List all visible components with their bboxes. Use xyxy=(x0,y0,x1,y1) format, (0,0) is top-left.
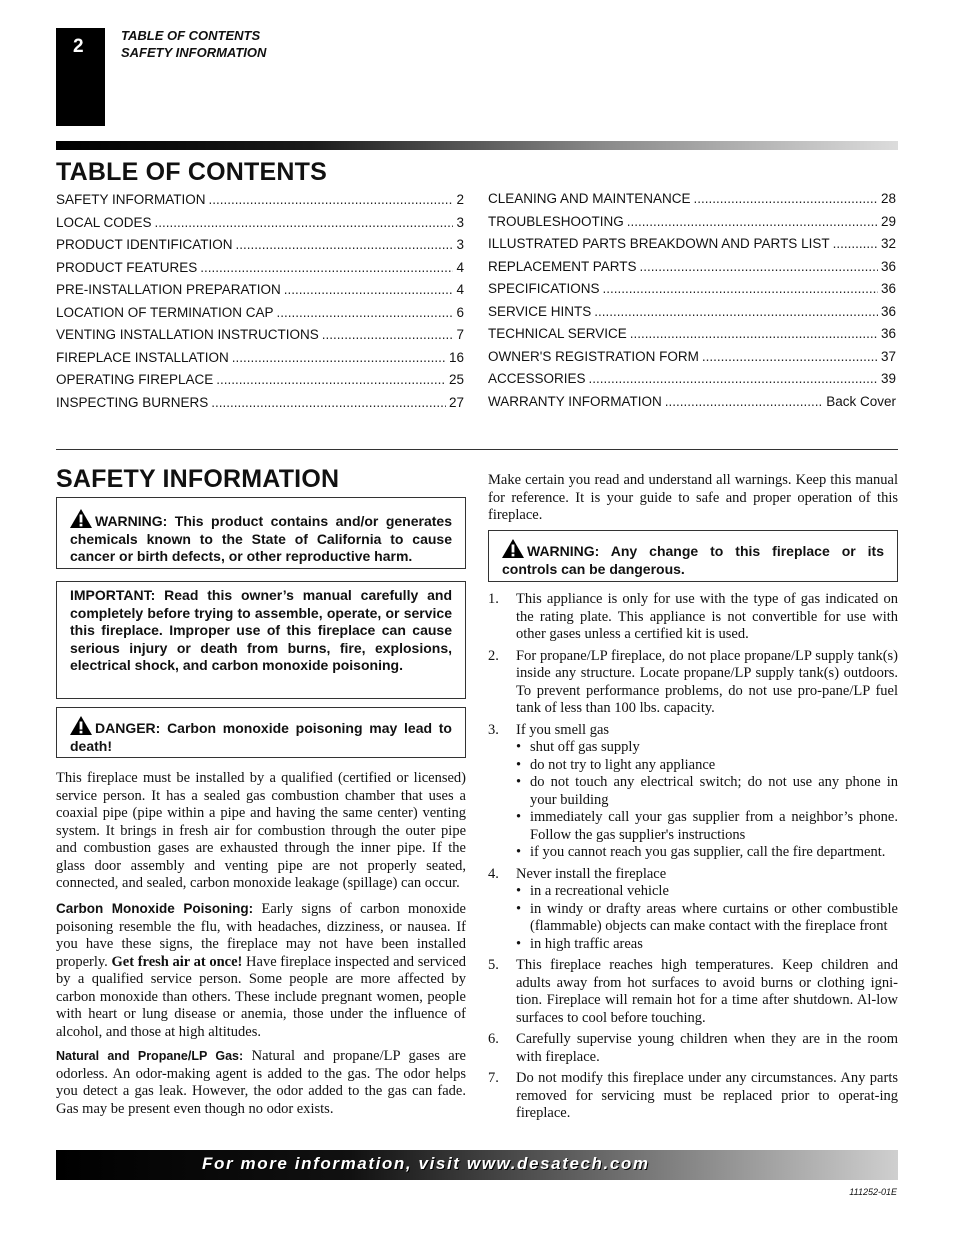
page-number-tab xyxy=(56,28,105,126)
toc-entry-label: ACCESSORIES xyxy=(488,371,586,386)
important-box xyxy=(56,581,466,699)
toc-entry xyxy=(56,192,464,215)
bullet-item: • if you cannot reach you gas supplier, call the fire department. xyxy=(516,844,898,862)
header-gradient-bar xyxy=(56,141,898,150)
toc-entry xyxy=(56,215,464,238)
co-poisoning-paragraph xyxy=(56,901,466,1041)
warning-box-modification-text: WARNING: Any change to this fireplace or its controls can be dangerous. xyxy=(502,543,884,577)
toc-entry xyxy=(56,237,464,260)
toc-entry-page: 4 xyxy=(456,259,464,275)
toc-entry-label: CLEANING AND MAINTENANCE xyxy=(488,191,691,206)
toc-leader-dots xyxy=(284,282,454,297)
list-item: 5. This fireplace reaches high temperatures. Keep children and adults away from hot surfaces to avoid burns or clothing igni-tion. Fireplace will remain hot for a time after shutdown. Al-low surfaces to cool before touching. xyxy=(488,957,898,1026)
toc-leader-dots xyxy=(209,192,454,207)
smell-gas-bullets xyxy=(516,739,898,862)
footer-website-text: For more information, visit www.desatech.com xyxy=(202,1154,650,1173)
toc-entry xyxy=(488,371,896,394)
list-item: 4. Never install the fireplace • in a recreational vehicle • in windy or drafty areas where curtains or other combustible (flammable) objects can make contact with the fireplace front • in high traffic areas xyxy=(488,866,898,954)
toc-leader-dots xyxy=(200,260,453,275)
running-header-line1: TABLE OF CONTENTS xyxy=(121,28,261,43)
toc-entry-page: 37 xyxy=(880,348,896,364)
toc-entry-page: 3 xyxy=(456,214,464,230)
toc-leader-dots xyxy=(665,394,823,409)
danger-triangle-icon xyxy=(70,716,92,735)
warning-triangle-icon xyxy=(70,509,92,528)
toc-entry-label: PRE-INSTALLATION PREPARATION xyxy=(56,282,281,297)
toc-leader-dots xyxy=(594,304,878,319)
toc-entry-page: 29 xyxy=(880,213,896,229)
toc-entry xyxy=(488,394,896,417)
toc-entry-page: 6 xyxy=(456,304,464,320)
toc-entry-page: 36 xyxy=(880,303,896,319)
intro-paragraph: This fireplace must be installed by a qualified (certified or licensed) service person. It has a sealed gas combustion chamber that uses a coaxial pipe (pipe within a pipe and having the same center) venting system. It brings in fresh air for combustion through the outer pipe and combustion gases are exhausted through the inner pipe. If the glass door assembly and venting pipe are not properly seated, connected, and sealed, carbon monoxide leakage (spillage) can occur. xyxy=(56,770,466,891)
list-item: 6. Carefully supervise young children when they are in the room with fireplace. xyxy=(488,1031,898,1065)
toc-leader-dots xyxy=(155,215,454,230)
list-item: 2. For propane/LP fireplace, do not place propane/LP supply tank(s) inside any structure. Locate propane/LP supply tank(s) outdoors. To prevent performance problems, do not use pro-pane/LP fuel tank of less than 100 lbs. capacity. xyxy=(488,647,898,716)
toc-entry-page: 32 xyxy=(880,236,896,251)
warning-triangle-icon xyxy=(502,539,524,558)
document-code: 111252-01E xyxy=(849,1187,897,1197)
toc-entry xyxy=(56,350,464,373)
never-install-bullets xyxy=(516,883,898,953)
gas-paragraph xyxy=(56,1048,466,1118)
toc-entry-page: 25 xyxy=(448,372,464,387)
toc-leader-dots xyxy=(833,236,878,251)
footer-bar xyxy=(56,1150,898,1180)
co-poisoning-text-a: Early signs of carbon monoxide poisoning resemble the flu, with headaches, dizziness, or nausea. If you have these signs, the fireplace may not have been installed properly. xyxy=(56,901,466,970)
toc-entry-label: TECHNICAL SERVICE xyxy=(488,326,627,341)
toc-entry-label: ILLUSTRATED PARTS BREAKDOWN AND PARTS LIST xyxy=(488,236,830,251)
safety-title: SAFETY INFORMATION xyxy=(56,465,340,493)
toc-leader-dots xyxy=(232,350,446,365)
danger-box-text: DANGER: Carbon monoxide poisoning may lead to death! xyxy=(70,720,452,754)
list-item: 3. If you smell gas • shut off gas supply • do not try to light any appliance • do not touch any electrical switch; do not use any phone in your building • immediately call your gas supplier from a neighbor’s phone. Follow the gas supplier's instructions • if you cannot reach you gas supplier, call the fire department. xyxy=(488,722,898,862)
toc-leader-dots xyxy=(211,395,446,410)
toc-entry-page: 39 xyxy=(880,371,896,386)
toc-right-column xyxy=(488,191,896,416)
toc-entry-page: 28 xyxy=(880,191,896,206)
safety-numbered-list xyxy=(488,591,898,1127)
toc-entry-page: 2 xyxy=(456,192,464,207)
toc-entry-label: PRODUCT FEATURES xyxy=(56,259,198,275)
bullet-item: • do not touch any electrical switch; do not use any phone in your building xyxy=(516,774,898,809)
list-item: 7. Do not modify this fireplace under any circumstances. Any parts removed for servicing must be replaced prior to operat-ing fireplace. xyxy=(488,1070,898,1121)
toc-entry-label: OPERATING FIREPLACE xyxy=(56,372,214,387)
toc-entry-label: OWNER'S REGISTRATION FORM xyxy=(488,348,699,364)
toc-entry xyxy=(488,259,896,282)
toc-entry xyxy=(56,372,464,395)
read-warnings-paragraph: Make certain you read and understand all warnings. Keep this manual for reference. It is your guide to safe and proper operation of this fireplace. xyxy=(488,472,898,523)
gas-text: Natural and propane/LP gases are odorless. An odor-making agent is added to the gas. The odor helps you detect a gas leak. However, the odor added to the gas can fade. Gas may be present even though no odor exists. xyxy=(56,1048,466,1117)
toc-entry xyxy=(56,260,464,283)
toc-entry-label: SAFETY INFORMATION xyxy=(56,192,206,207)
toc-entry-page: 36 xyxy=(880,326,896,341)
running-header-line2: SAFETY INFORMATION xyxy=(121,45,267,60)
toc-entry-label: INSPECTING BURNERS xyxy=(56,394,209,410)
co-poisoning-emphasis: Get fresh air at once! xyxy=(111,953,243,970)
toc-entry xyxy=(56,395,464,418)
toc-leader-dots xyxy=(589,371,878,386)
toc-leader-dots xyxy=(640,259,878,274)
toc-entry xyxy=(488,349,896,372)
toc-entry-label: PRODUCT IDENTIFICATION xyxy=(56,237,233,252)
toc-leader-dots xyxy=(694,191,878,206)
toc-entry-page: Back Cover xyxy=(826,393,896,409)
bullet-item: • immediately call your gas supplier from a neighbor’s phone. Follow the gas supplier's instructions xyxy=(516,809,898,844)
section-divider xyxy=(56,449,898,450)
toc-entry xyxy=(56,327,464,350)
toc-entry-label: FIREPLACE INSTALLATION xyxy=(56,349,229,365)
toc-entry-page: 36 xyxy=(880,281,896,296)
toc-entry-page: 7 xyxy=(456,327,464,342)
page-number: 2 xyxy=(73,36,84,57)
danger-box xyxy=(56,707,466,758)
toc-entry-page: 16 xyxy=(448,349,464,365)
bullet-item: • in high traffic areas xyxy=(516,936,898,954)
toc-entry-label: WARRANTY INFORMATION xyxy=(488,393,662,409)
toc-entry-page: 27 xyxy=(448,394,464,410)
toc-leader-dots xyxy=(236,237,454,252)
toc-entry-label: REPLACEMENT PARTS xyxy=(488,258,637,274)
toc-entry xyxy=(488,236,896,259)
bullet-item: • do not try to light any appliance xyxy=(516,757,898,775)
toc-entry-page: 36 xyxy=(880,258,896,274)
toc-entry xyxy=(488,326,896,349)
list-item: 1. This appliance is only for use with the type of gas indicated on the rating plate. This appliance is not convertible for use with other gases unless a certified kit is used. xyxy=(488,591,898,642)
toc-entry xyxy=(488,191,896,214)
toc-leader-dots xyxy=(603,281,878,296)
toc-entry xyxy=(488,281,896,304)
bullet-item: • in a recreational vehicle xyxy=(516,883,898,901)
toc-entry-label: SPECIFICATIONS xyxy=(488,281,600,296)
toc-entry-label: VENTING INSTALLATION INSTRUCTIONS xyxy=(56,327,319,342)
bullet-item: • in windy or drafty areas where curtains or other combustible (flammable) objects can make contact with the fireplace front xyxy=(516,901,898,936)
toc-entry xyxy=(56,305,464,328)
running-header xyxy=(121,27,266,61)
warning-box-california-text: WARNING: This product contains and/or generates chemicals known to the State of California to cause cancer or birth defects, or other reproductive harm. xyxy=(70,513,452,564)
toc-leader-dots xyxy=(702,349,878,364)
toc-leader-dots xyxy=(216,372,446,387)
toc-entry-label: LOCATION OF TERMINATION CAP xyxy=(56,304,274,320)
toc-entry xyxy=(488,214,896,237)
toc-leader-dots xyxy=(277,305,454,320)
warning-box-california xyxy=(56,497,466,569)
toc-title: TABLE OF CONTENTS xyxy=(56,158,327,186)
co-poisoning-heading: Carbon Monoxide Poisoning: xyxy=(56,901,254,916)
toc-entry-label: LOCAL CODES xyxy=(56,214,152,230)
important-box-text: IMPORTANT: Read this owner’s manual carefully and completely before trying to assemble, operate, or service this fireplace. Improper use of this fireplace can cause serious injury or death from burns, fire, explosions, electrical shock, and carbon monoxide poisoning. xyxy=(70,587,452,673)
toc-entry xyxy=(56,282,464,305)
warning-box-modification xyxy=(488,530,898,582)
toc-leader-dots xyxy=(627,214,878,229)
toc-entry-label: TROUBLESHOOTING xyxy=(488,213,624,229)
toc-entry-page: 3 xyxy=(456,237,464,252)
toc-leader-dots xyxy=(322,327,454,342)
toc-entry-page: 4 xyxy=(456,282,464,297)
toc-entry xyxy=(488,304,896,327)
toc-left-column xyxy=(56,192,464,417)
toc-entry-label: SERVICE HINTS xyxy=(488,303,592,319)
bullet-item: • shut off gas supply xyxy=(516,739,898,757)
co-poisoning-text-b: Have fireplace inspected and serviced by a qualified service person. Some people are more affected by carbon monoxide than others. These include pregnant women, people with heart or lung disease or anemia, those under the influence of alcohol, and those at high altitudes. xyxy=(56,953,467,1040)
toc-leader-dots xyxy=(630,326,878,341)
gas-heading: Natural and Propane/LP Gas: xyxy=(56,1049,244,1063)
